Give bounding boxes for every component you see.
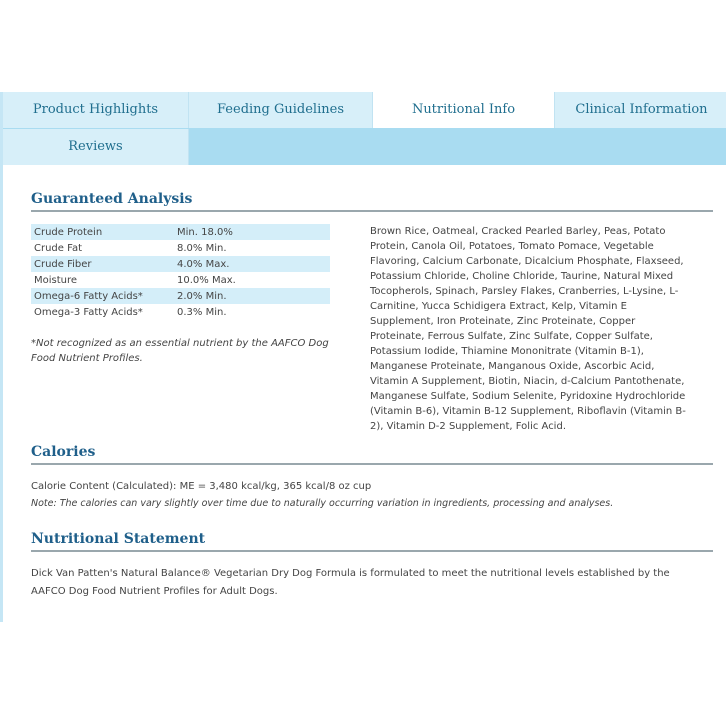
- tab-product-highlights[interactable]: Product Highlights: [3, 92, 189, 128]
- nutrient-value: 2.0% Min.: [177, 288, 330, 304]
- nutritional-statement-text: Dick Van Patten's Natural Balance® Vegetarian Dry Dog Formula is formulated to meet the nutritional levels established by the AAFCO Dog Food Nutrient Profiles for Adult Dogs.: [31, 568, 670, 597]
- ingredients-text: Brown Rice, Oatmeal, Cracked Pearled Barley, Peas, Potato Protein, Canola Oil, Potatoes, Tomato Pomace, Vegetable Flavoring, Calcium Carbonate, Dicalcium Phosphate, Flaxseed, Potassium Chloride, Choline Chloride, Taurine, Natural Mixed Tocopherols, Spinach, Parsley Flakes, Cranberries, L-Lysine, L-Carnitine, Yucca Schidigera Extract, Kelp, Vitamin E Supplement, Iron Proteinate, Zinc Proteinate, Copper Proteinate, Ferrous Sulfate, Zinc Sulfate, Copper Sulfate, Potassium Iodide, Thiamine Mononitrate (Vitamin B-1), Manganese Proteinate, Manganous Oxide, Ascorbic Acid, Vitamin A Supplement, Biotin, Niacin, d-Calcium Pantothenate, Manganese Sulfate, Sodium Selenite, Pyridoxine Hydrochloride (Vitamin B-6), Vitamin B-12 Supplement, Riboflavin (Vitamin B-2), Vitamin D-2 Supplement, Folic Acid.: [370, 226, 686, 432]
- nutritional-statement-heading: Nutritional Statement: [31, 531, 713, 552]
- nutrient-name: Omega-6 Fatty Acids*: [31, 288, 177, 304]
- tab-nutritional-info[interactable]: Nutritional Info: [373, 92, 555, 128]
- tab-clinical-information[interactable]: Clinical Information: [555, 92, 726, 128]
- tab-feeding-guidelines[interactable]: Feeding Guidelines: [189, 92, 373, 128]
- analysis-row: [31, 256, 330, 272]
- nutrient-value: 4.0% Max.: [177, 256, 330, 272]
- product-info-panel: [0, 92, 726, 622]
- nutrient-name: Crude Protein: [31, 224, 177, 240]
- tab-reviews[interactable]: Reviews: [3, 129, 189, 165]
- nutrient-value: 8.0% Min.: [177, 242, 227, 254]
- nutrient-value: Min. 18.0%: [177, 224, 330, 240]
- guaranteed-analysis-table: [31, 224, 330, 320]
- analysis-row: [31, 272, 330, 288]
- nutrient-name: Crude Fat: [34, 242, 82, 254]
- nutrient-name: Crude Fiber: [31, 256, 177, 272]
- analysis-row: [31, 304, 330, 320]
- analysis-row: [31, 240, 330, 256]
- nutrient-value: 0.3% Min.: [177, 306, 227, 318]
- analysis-row: [31, 224, 330, 240]
- footnote: *Not recognized as an essential nutrient by the AAFCO Dog Food Nutrient Profiles.: [31, 338, 329, 364]
- calorie-note: Note: The calories can vary slightly over time due to naturally occurring variation in ingredients, processing and analyses.: [31, 498, 614, 509]
- nutrient-name: Omega-3 Fatty Acids*: [34, 306, 143, 318]
- nutrient-value: 10.0% Max.: [177, 274, 236, 286]
- analysis-row: [31, 288, 330, 304]
- calorie-content: Calorie Content (Calculated): ME = 3,480 kcal/kg, 365 kcal/8 oz cup: [31, 481, 372, 492]
- nutrient-name: Moisture: [34, 274, 78, 286]
- tab-bar: [3, 92, 726, 165]
- guaranteed-analysis-heading: Guaranteed Analysis: [31, 191, 713, 212]
- calories-heading: Calories: [31, 444, 713, 465]
